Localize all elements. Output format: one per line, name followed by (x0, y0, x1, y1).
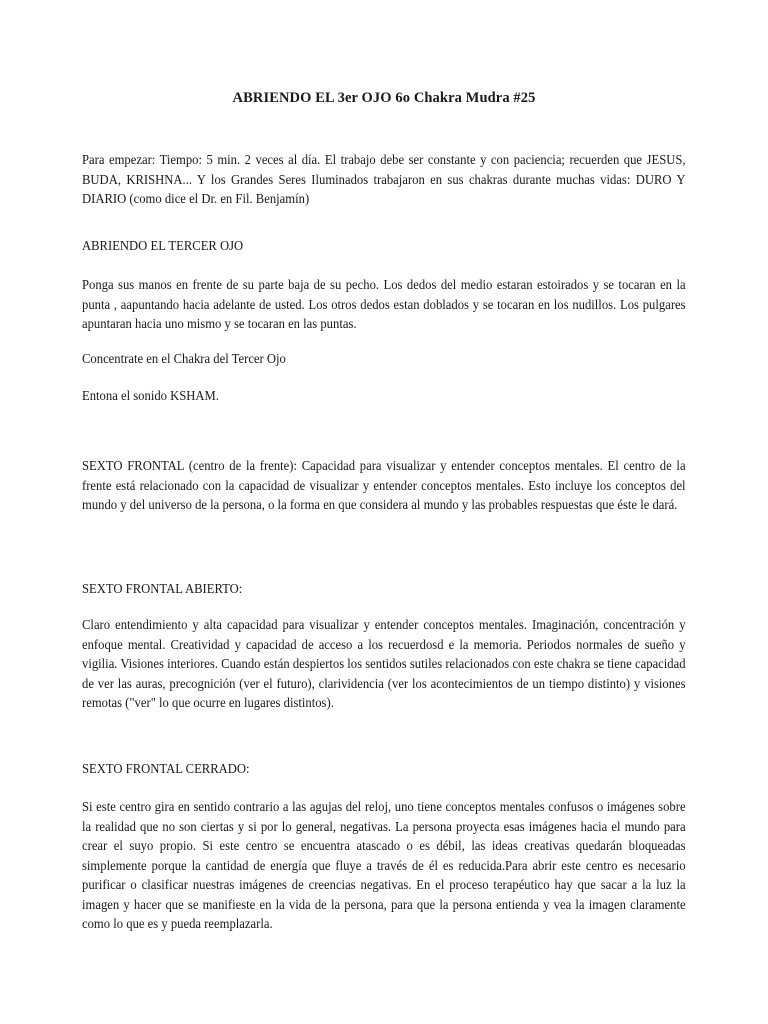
section-heading-abierto: SEXTO FRONTAL ABIERTO: (82, 581, 243, 596)
document-title: ABRIENDO EL 3er OJO 6o Chakra Mudra #25 (232, 90, 536, 106)
cerrado-paragraph: Si este centro gira en sentido contrario a las agujas del reloj, uno tiene conceptos mentales confusos o imágenes sobre la realidad que no son ciertas y si por lo general, negativas. La persona proyecta esas imágenes hacia el mundo para crear el suyo propio. Si este centro se encuentra atascado o es débil, las ideas creativas quedarán bloqueadas simplemente porque la cantidad de energía que fluye a través de él es reducida.Para abrir este centro es necesario purificar o clasificar nuestras imágenes de creencias negativas. En el proceso terapéutico hay que sacar a la luz la imagen y hacer que se manifieste en la vida de la persona, para que la persona entienda y vea la imagen claramente como lo que es y pueda reemplazarla. (82, 799, 686, 931)
abierto-paragraph: Claro entendimiento y alta capacidad para visualizar y entender conceptos mentales. Imaginación, concentración y enfoque mental. Creatividad y capacidad de acceso a los recuerdosd e la memoria. Periodos normales de sueño y vigilia. Visiones interiores. Cuando están despiertos los sentidos sutiles relacionados con este chakra se tiene capacidad de ver las auras, precognición (ver el futuro), clarividencia (ver los acontecimientos de un tiempo distinto) y visiones remotas ("ver" lo que ocurre en lugares distintos). (82, 617, 686, 710)
section-heading-abriendo: ABRIENDO EL TERCER OJO (82, 238, 244, 253)
concentrate-line: Concentrate en el Chakra del Tercer Ojo (82, 351, 286, 366)
mudra-instructions-paragraph: Ponga sus manos en frente de su parte baja de su pecho. Los dedos del medio estaran estoirados y se tocaran en la punta , aapuntando hacia adelante de usted. Los otros dedos estan doblados y se tocaran en los nudillos. Los pulgares apuntaran hacia uno mismo y se tocaran en las puntas. (82, 277, 686, 331)
sound-line: Entona el sonido KSHAM. (82, 388, 219, 403)
section-heading-cerrado: SEXTO FRONTAL CERRADO: (82, 761, 250, 776)
intro-paragraph: Para empezar: Tiempo: 5 min. 2 veces al día. El trabajo debe ser constante y con paciencia; recuerden que JESUS, BUDA, KRISHNA... Y los Grandes Seres Iluminados trabajaron en sus chakras durante muchas vidas: DURO Y DIARIO (como dice el Dr. en Fil. Benjamín) (82, 152, 686, 206)
sexto-frontal-paragraph: SEXTO FRONTAL (centro de la frente): Capacidad para visualizar y entender conceptos mentales. El centro de la frente está relacionado con la capacidad de visualizar y entender conceptos mentales. Esto incluye los conceptos del mundo y del universo de la persona, o la forma en que considera al mundo y las probables respuestas que éste le dará. (82, 458, 686, 512)
